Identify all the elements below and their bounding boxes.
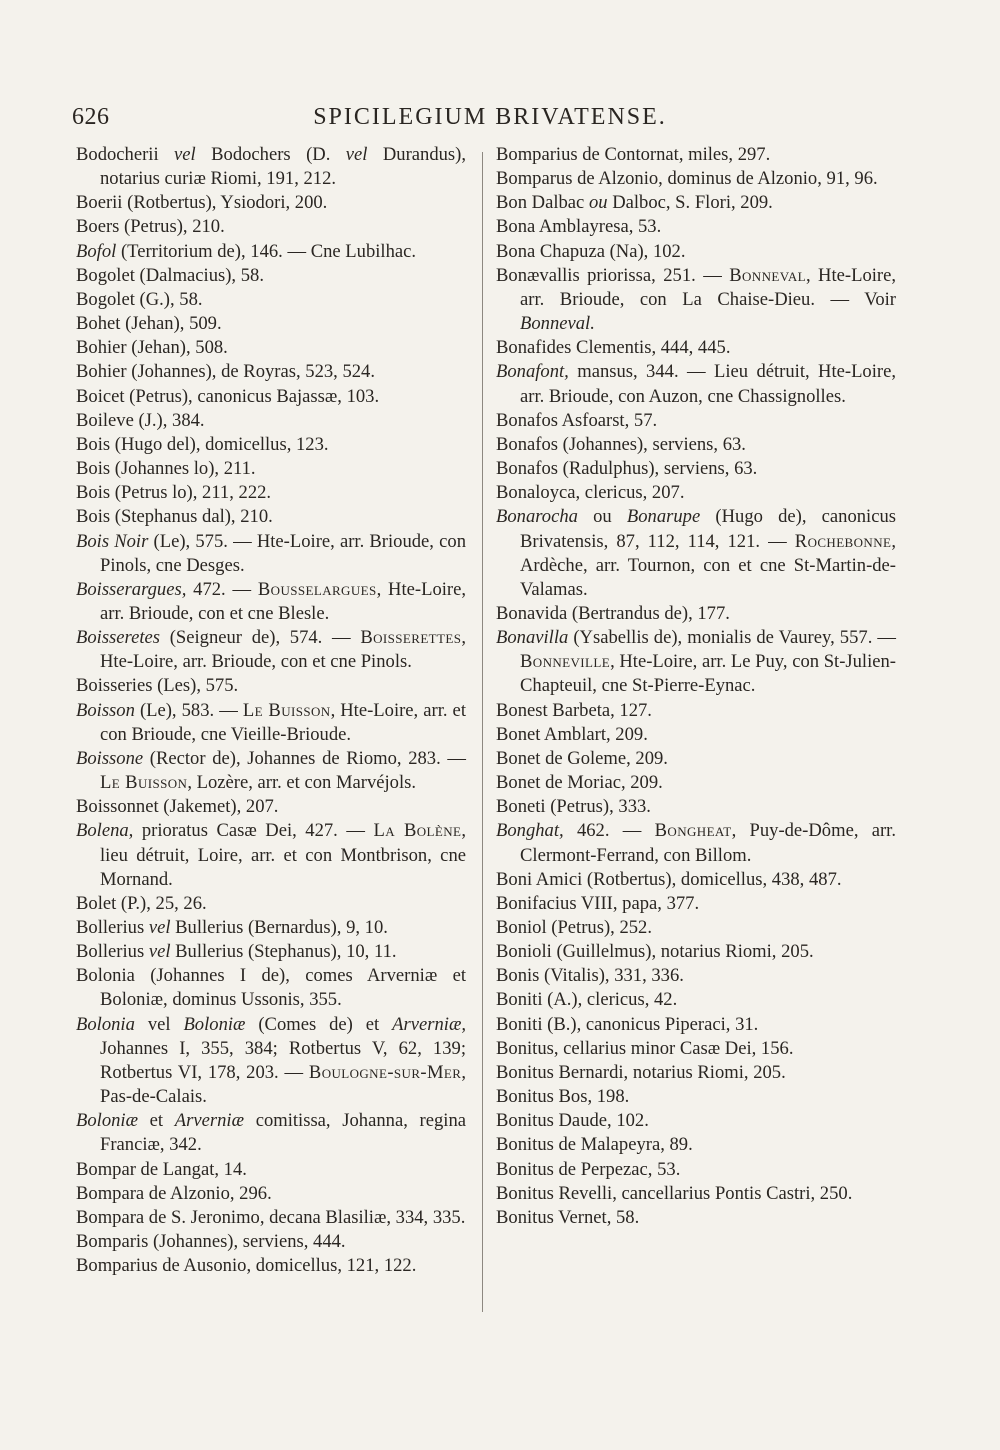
entry-text: Boni Amici (Rotbertus), domicellus, 438, 487. [496,868,842,890]
entry-text: Bonghat, [496,820,564,842]
entry-text: Bonneval [729,264,806,286]
entry-text: vel [345,144,368,165]
index-entry [76,699,466,747]
entry-text: (Comes de) et [245,1013,393,1035]
entry-text: Bompara de Alzonio, 296. [76,1182,272,1204]
index-entry [496,1061,896,1085]
entry-text: Boloniæ [183,1013,246,1035]
entry-text: Bousselargues [257,578,377,600]
index-entry [496,481,896,505]
running-title: SPICILEGIUM BRIVATENSE. [313,104,667,130]
index-entry [76,240,466,264]
entry-text: Bonafos (Radulphus), serviens, 63. [496,458,758,480]
entry-text: Bofol [76,240,117,262]
entry-text: (Le), 575. — Hte-Loire, arr. Brioude, con Pinols, cne Desges. [100,530,466,576]
entry-text: Boisson [76,699,135,721]
entry-text: Bohier (Jehan), 508. [76,337,228,359]
entry-text: Bona Chapuza (Na), 102. [496,240,686,262]
entry-text: Bon Dalbac [496,192,589,214]
entry-text: Bonitus Vernet, 58. [496,1206,640,1228]
entry-text: Bonneville [520,651,611,673]
entry-text: , Lozère, arr. et con Marvéjols. [187,772,417,794]
entry-text: Johannes I, 355, 384; Rotbertus V, 62, 139; Rotbertus VI, 178, 203. — [100,1037,466,1083]
entry-text: comitissa, Johanna, regina Franciæ, 342. [100,1110,466,1156]
entry-text: Bois (Stephanus dal), 210. [76,506,273,528]
entry-text: prioratus Casæ Dei, 427. — [133,820,374,842]
index-entry [496,723,896,747]
entry-text: Bonitus Bernardi, notarius Riomi, 205. [496,1061,786,1083]
index-entry [76,916,466,940]
entry-text: 472. — [186,578,258,600]
entry-text: Bomparis (Johannes), serviens, 444. [76,1231,346,1253]
index-entry [496,964,896,988]
index-entry [496,602,896,626]
index-entry [76,433,466,457]
index-entry [496,988,896,1012]
index-entry [76,481,466,505]
entry-text: vel [148,917,171,938]
entry-text: , Hte-Loire, arr. Le Puy, con St-Julien-Chapteuil, cne St-Pierre-Eynac. [520,651,896,697]
entry-text: Boissonnet (Jakemet), 207. [76,796,279,818]
index-entry [76,674,466,698]
index-entry [76,892,466,916]
entry-text: Bomparius de Contornat, miles, 297. [496,144,771,165]
entry-text: , lieu détruit, Loire, arr. et con Montbrison, cne Mornand. [100,820,467,890]
entry-text: mansus, 344. — Lieu détruit, Hte-Loire, arr. Brioude, con Auzon, cne Chassignolles. [520,361,896,407]
index-entry [496,626,896,698]
page-header [72,104,908,138]
index-entry [76,1254,466,1278]
entry-text: Durandus), notarius curiæ Riomi, 191, 212. [100,144,466,190]
entry-text: Bohier (Johannes), de Royras, 523, 524. [76,361,375,383]
entry-text: Bonet Amblart, 209. [496,723,648,745]
entry-text: vel [174,144,196,165]
entry-text: (Ysabellis de), monialis de Vaurey, 557. — [568,627,896,649]
index-entry [496,505,896,602]
index-entry [76,626,466,674]
entry-text: Arverniæ [174,1110,244,1132]
index-entry [496,143,896,167]
index-entry [76,1206,466,1230]
entry-text: , Hte-Loire, arr. Brioude, con La Chaise-Dieu. — Voir [520,264,896,310]
index-entry [76,143,466,191]
entry-text: Bolonia (Johannes I de), comes Arverniæ et Boloniæ, dominus Ussonis, 355. [76,965,466,1011]
index-entry [76,312,466,336]
entry-text: Bompara de S. Jeronimo, decana Blasiliæ, 334, 335. [76,1206,466,1228]
index-entry [496,868,896,892]
index-entry [496,747,896,771]
entry-text: Bonis (Vitalis), 331, 336. [496,965,684,987]
entry-text: Bonafos (Johannes), serviens, 63. [496,433,746,455]
entry-text: ou [588,192,608,214]
entry-text: Rochebonne [794,530,892,552]
index-entry [496,215,896,239]
index-entry [76,288,466,312]
entry-text: Bompar de Langat, 14. [76,1158,247,1180]
index-entry [76,360,466,384]
index-entry [496,264,896,336]
entry-text: Le Buisson [100,772,188,794]
index-entry [496,433,896,457]
index-entry [496,191,896,215]
entry-text: Bonitus Bos, 198. [496,1086,630,1108]
entry-text: Bonavilla [496,627,569,649]
entry-text: , Pas-de-Calais. [100,1061,466,1108]
entry-text: vel [148,941,171,963]
entry-text: Boisseries (Les), 575. [76,675,239,697]
entry-text: , Hte-Loire, arr. et con Brioude, cne Vieille-Brioude. [100,699,466,745]
index-entry [76,819,466,891]
index-entry [496,409,896,433]
entry-text: Bolet (P.), 25, 26. [76,892,207,914]
index-entry [76,1230,466,1254]
index-entry [496,240,896,264]
index-entry [76,409,466,433]
entry-text: Bonneval. [520,313,595,335]
index-entry [76,795,466,819]
entry-text: Bonitus de Perpezac, 53. [496,1158,681,1180]
index-entry [76,578,466,626]
entry-text: et [137,1110,175,1132]
entry-text: Le Buisson [242,699,331,721]
entry-text: Bomparius de Ausonio, domicellus, 121, 122. [76,1255,417,1277]
entry-text: ou [577,506,627,528]
index-entry [76,336,466,360]
entry-text: Boniti (A.), clericus, 42. [496,989,678,1011]
entry-text: Boicet (Petrus), canonicus Bajassæ, 103. [76,385,380,407]
entry-text: , Puy-de-Dôme, arr. Clermont-Ferrand, con Billom. [520,820,896,866]
entry-text: , Ardèche, arr. Tournon, con et cne St-Martin-de-Valamas. [520,530,896,600]
entry-text: Bonafont, [496,361,569,383]
entry-text: Bullerius (Stephanus), 10, 11. [170,941,397,963]
entry-text: Boisserargues, [76,578,187,600]
entry-text: Bonarocha [496,506,578,528]
index-entry [76,191,466,215]
index-entry [76,385,466,409]
index-entry [496,1206,896,1230]
entry-text: Bonitus, cellarius minor Casæ Dei, 156. [496,1037,794,1059]
index-entry [76,457,466,481]
entry-text: Bona Amblayresa, 53. [496,216,662,238]
entry-text: Arverniæ, [392,1013,466,1035]
entry-text: (Rector de), Johannes de Riomo, 283. — [143,747,466,769]
index-entry [76,530,466,578]
entry-text: , Hte-Loire, arr. Brioude, con et cne Blesle. [100,578,467,624]
entry-text: (Territorium de), 146. — Cne Lubilhac. [116,240,417,262]
index-entry [76,505,466,529]
entry-text: Bonet de Goleme, 209. [496,747,668,769]
index-entry [496,699,896,723]
index-entry [496,360,896,408]
entry-text: Bollerius [76,917,149,938]
index-entry [76,747,466,795]
entry-text: Bogolet (G.), 58. [76,288,203,310]
page-number: 626 [72,104,110,130]
entry-text: Bonafos Asfoarst, 57. [496,409,658,431]
entry-text: Boisseretes [76,627,160,649]
index-entry [496,457,896,481]
entry-text: Bonarupe [626,506,701,528]
entry-text: Boileve (J.), 384. [76,409,205,431]
entry-text: Boulogne-sur-Mer [308,1061,462,1083]
index-entry [496,916,896,940]
entry-text: Bolena, [76,820,134,842]
index-entry [496,892,896,916]
entry-text: Boisserettes [360,627,462,649]
entry-text: Bonioli (Guillelmus), notarius Riomi, 205. [496,941,814,963]
entry-text: Bonafides Clementis, 444, 445. [496,337,731,359]
index-entry [496,336,896,360]
entry-text: Bomparus de Alzonio, dominus de Alzonio, 91, 96. [496,168,878,190]
entry-text: Bolonia [76,1013,135,1035]
index-entry [76,264,466,288]
entry-text: Bonifacius VIII, papa, 377. [496,892,700,914]
entry-text: 462. — [563,820,655,842]
index-entry [76,940,466,964]
entry-text: Bohet (Jehan), 509. [76,313,222,335]
entry-text: Boniol (Petrus), 252. [496,917,652,938]
entry-text: Bonitus de Malapeyra, 89. [496,1134,693,1156]
index-entry [76,1182,466,1206]
entry-text: Boerii (Rotbertus), Ysiodori, 200. [76,192,328,214]
index-entry [496,1133,896,1157]
index-entry [496,1158,896,1182]
entry-text: Bonitus Revelli, cancellarius Pontis Castri, 250. [496,1182,853,1204]
index-entry [76,1158,466,1182]
index-entry [76,1013,466,1110]
entry-text: Bodocherii [76,144,175,165]
index-entry [496,1013,896,1037]
entry-text: Bonævallis priorissa, 251. — [496,264,730,286]
entry-text: Bongheat [654,820,732,842]
entry-text: Bonavida (Bertrandus de), 177. [496,602,730,624]
index-entry [76,964,466,1012]
index-column-right [496,143,896,1230]
index-column-left [76,143,466,1278]
index-entry [496,819,896,867]
entry-text: Bonest Barbeta, 127. [496,699,652,721]
entry-text: Bois (Johannes lo), 211. [76,458,256,480]
entry-text: Bollerius [76,941,149,963]
column-divider [482,152,483,1312]
index-entry [76,215,466,239]
entry-text: (Seigneur de), 574. — [160,627,361,649]
index-entry [496,795,896,819]
entry-text: vel [134,1013,184,1035]
index-entry [76,1109,466,1157]
index-entry [496,1037,896,1061]
entry-text: Bois (Petrus lo), 211, 222. [76,482,272,504]
entry-text: Bonaloyca, clericus, 207. [496,482,685,504]
entry-text: (Hugo de), canonicus Brivatensis, 87, 112, 114, 121. — [520,506,896,552]
entry-text: (Le), 583. — [134,699,243,721]
entry-text: , Hte-Loire, arr. Brioude, con et cne Pinols. [100,627,466,673]
entry-text: Bois (Hugo del), domicellus, 123. [76,433,329,455]
entry-text: Bois Noir [76,530,149,552]
index-entry [496,1109,896,1133]
index-entry [496,1085,896,1109]
entry-text: Boniti (B.), canonicus Piperaci, 31. [496,1013,759,1035]
entry-text: Bullerius (Bernardus), 9, 10. [170,917,388,938]
entry-text: Bogolet (Dalmacius), 58. [76,264,264,286]
index-entry [496,167,896,191]
entry-text: Boloniæ [76,1110,138,1132]
entry-text: Boers (Petrus), 210. [76,216,225,238]
entry-text: Boissone [76,747,144,769]
index-entry [496,940,896,964]
entry-text: Bonitus Daude, 102. [496,1110,649,1132]
entry-text: Boneti (Petrus), 333. [496,796,651,818]
entry-text: Bonet de Moriac, 209. [496,772,663,794]
entry-text: Bodochers (D. [195,144,346,165]
index-entry [496,771,896,795]
index-entry [496,1182,896,1206]
entry-text: Dalboc, S. Flori, 209. [607,192,773,214]
entry-text: La Bolène [373,820,462,842]
